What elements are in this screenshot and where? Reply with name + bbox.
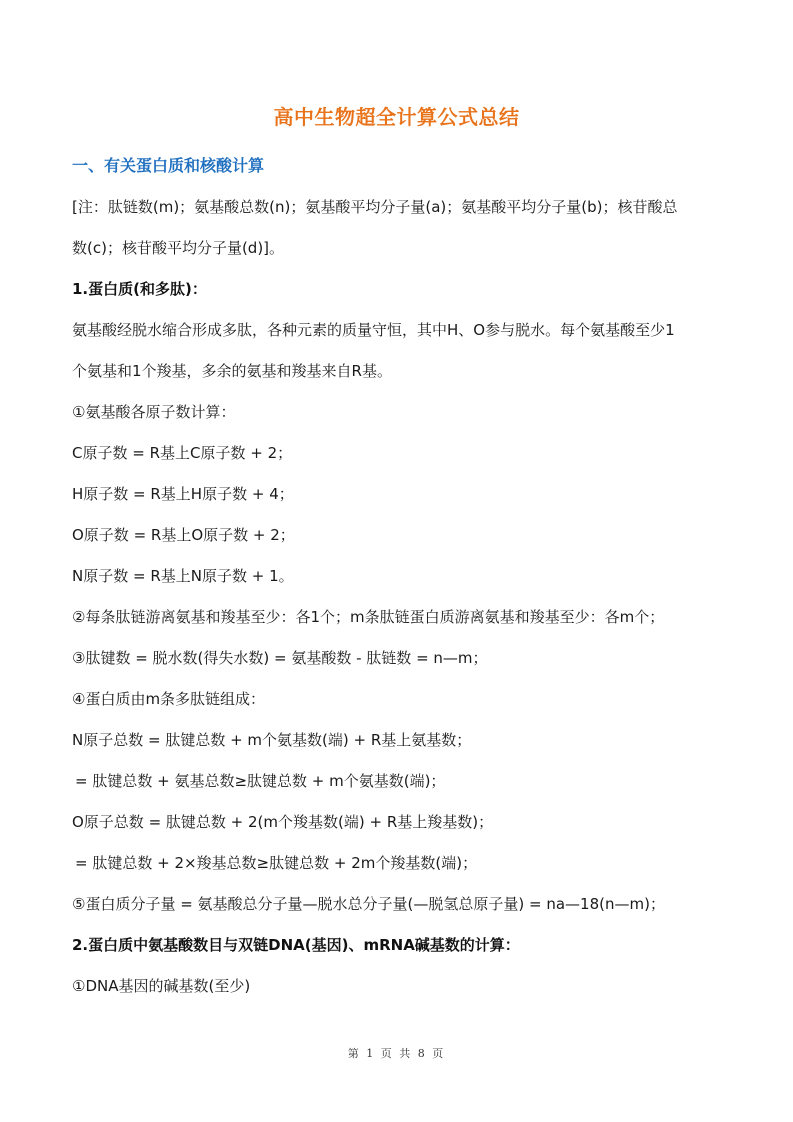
subheading-protein: 1.蛋白质(和多肽)：	[72, 280, 207, 298]
formula-oxygen: O原子数 = R基上O原子数 + 2；	[72, 526, 295, 544]
item2-free-groups: ②每条肽链游离氨基和羧基至少：各1个；m条肽链蛋白质游离氨基和羧基至少：各m个；	[72, 608, 665, 626]
item1-heading: ①氨基酸各原子数计算：	[72, 403, 236, 421]
section-heading-protein-nucleic-acid: 一、有关蛋白质和核酸计算	[72, 156, 265, 175]
item4-oxygen-line-2: = 肽键总数 + 2×羧基总数≥肽键总数 + 2m个羧基数(端)；	[75, 854, 478, 872]
formula-nitrogen: N原子数 = R基上N原子数 + 1。	[72, 567, 294, 585]
intro-line-2: 个氨基和1个羧基，多余的氨基和羧基来自R基。	[72, 362, 392, 380]
page-footer: 第 1 页 共 8 页	[347, 1047, 446, 1060]
note-line-1: [注：肽链数(m)；氨基酸总数(n)；氨基酸平均分子量(a)；氨基酸平均分子量(b)；核苷酸总	[72, 198, 678, 216]
dna-bases-item: ①DNA基因的碱基数(至少)	[72, 977, 251, 995]
item4-oxygen-line-1: O原子总数 = 肽键总数 + 2(m个羧基数(端) + R基上羧基数)；	[72, 813, 494, 831]
intro-line-1: 氨基酸经脱水缩合形成多肽，各种元素的质量守恒，其中H、O参与脱水。每个氨基酸至少1	[72, 321, 675, 339]
formula-hydrogen: H原子数 = R基上H原子数 + 4；	[72, 485, 294, 503]
item3-peptide-bonds: ③肽键数 = 脱水数(得失水数) = 氨基酸数 - 肽链数 = n—m；	[72, 649, 488, 667]
note-line-2: 数(c)；核苷酸平均分子量(d)]。	[72, 239, 285, 257]
item5-molecular-weight: ⑤蛋白质分子量 = 氨基酸总分子量—脱水总分子量(—脱氢总原子量) = na—18(n—m)；	[72, 895, 665, 913]
item4-nitrogen-line-2: = 肽键总数 + 氨基总数≥肽键总数 + m个氨基数(端)；	[75, 772, 446, 790]
item4-heading: ④蛋白质由m条多肽链组成：	[72, 690, 266, 708]
subheading-dna-mrna: 2.蛋白质中氨基酸数目与双链DNA(基因)、mRNA碱基数的计算：	[72, 936, 520, 954]
item4-nitrogen-line-1: N原子总数 = 肽键总数 + m个氨基数(端) + R基上氨基数；	[72, 731, 472, 749]
document-title: 高中生物超全计算公式总结	[273, 105, 520, 129]
formula-carbon: C原子数 = R基上C原子数 + 2；	[72, 444, 293, 462]
